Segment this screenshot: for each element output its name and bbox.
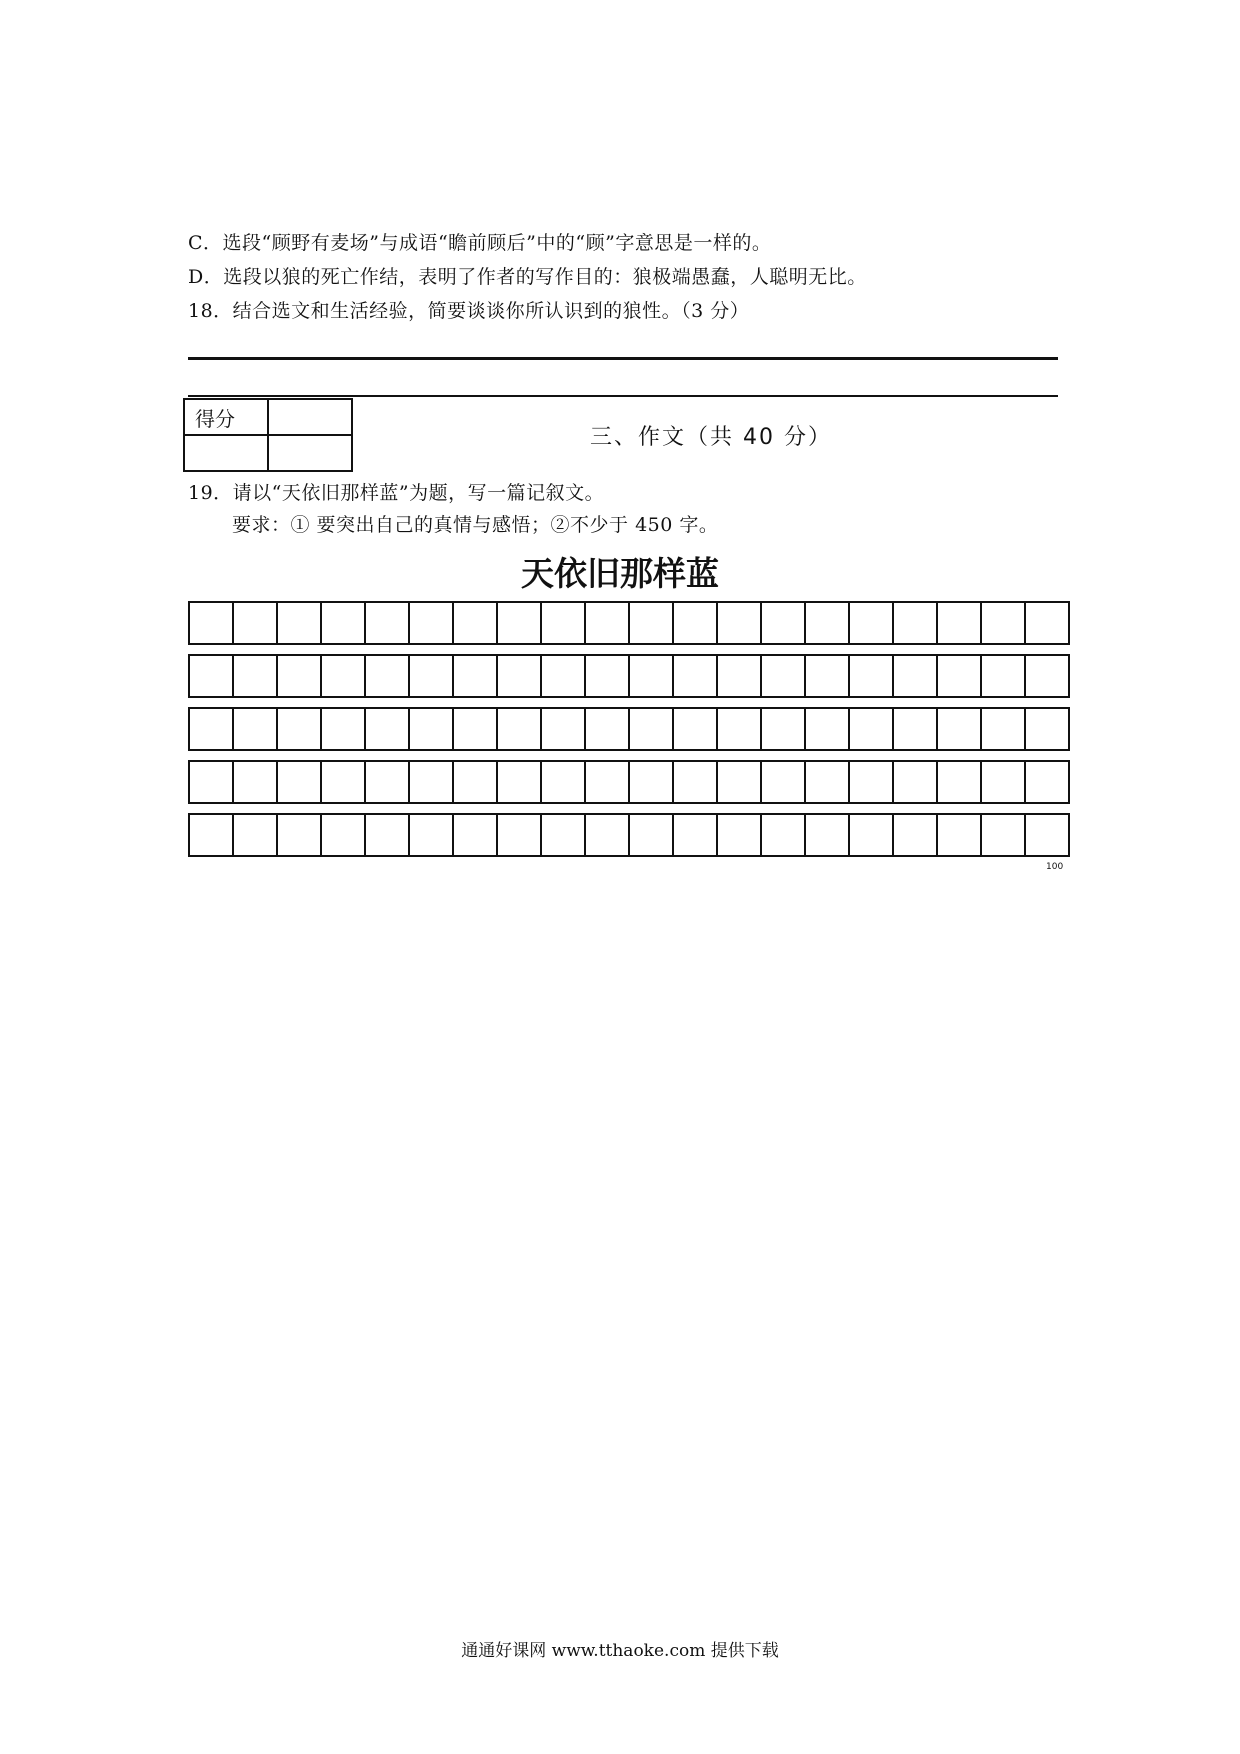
grid-cell[interactable] bbox=[850, 656, 894, 696]
grid-cell[interactable] bbox=[454, 709, 498, 749]
question-18: 18．结合选文和生活经验，简要谈谈你所认识到的狼性。（3 分） bbox=[188, 300, 750, 322]
grid-cell[interactable] bbox=[542, 603, 586, 643]
grid-cell[interactable] bbox=[674, 656, 718, 696]
grid-cell[interactable] bbox=[982, 656, 1026, 696]
grid-cell[interactable] bbox=[718, 709, 762, 749]
answer-line-2 bbox=[188, 395, 1058, 397]
grader-score-cell bbox=[268, 435, 352, 471]
grid-cell[interactable] bbox=[322, 709, 366, 749]
grid-cell[interactable] bbox=[806, 603, 850, 643]
grid-cell[interactable] bbox=[410, 709, 454, 749]
grid-cell[interactable] bbox=[982, 762, 1026, 802]
grid-cell[interactable] bbox=[454, 815, 498, 855]
grid-cell[interactable] bbox=[982, 603, 1026, 643]
grid-cell[interactable] bbox=[718, 656, 762, 696]
grid-cell[interactable] bbox=[982, 709, 1026, 749]
grid-cell[interactable] bbox=[498, 762, 542, 802]
grid-cell[interactable] bbox=[938, 603, 982, 643]
grid-cell[interactable] bbox=[190, 709, 234, 749]
grid-cell[interactable] bbox=[190, 815, 234, 855]
grid-cell[interactable] bbox=[410, 815, 454, 855]
grid-cell[interactable] bbox=[1026, 815, 1068, 855]
grid-cell[interactable] bbox=[674, 709, 718, 749]
grid-cell[interactable] bbox=[498, 603, 542, 643]
grid-cell[interactable] bbox=[630, 603, 674, 643]
grid-cell[interactable] bbox=[454, 762, 498, 802]
grid-cell[interactable] bbox=[894, 656, 938, 696]
grid-cell[interactable] bbox=[630, 709, 674, 749]
grid-cell[interactable] bbox=[762, 762, 806, 802]
grid-row bbox=[188, 601, 1070, 645]
section-title: 三、作文（共 40 分） bbox=[590, 425, 832, 450]
grid-cell[interactable] bbox=[1026, 656, 1068, 696]
grid-cell[interactable] bbox=[278, 603, 322, 643]
grid-cell[interactable] bbox=[322, 762, 366, 802]
grid-cell[interactable] bbox=[498, 815, 542, 855]
grid-cell[interactable] bbox=[542, 762, 586, 802]
option-c-line: C．选段“顾野有麦场”与成语“瞻前顾后”中的“顾”字意思是一样的。 bbox=[188, 232, 772, 254]
grid-cell[interactable] bbox=[234, 603, 278, 643]
grid-cell[interactable] bbox=[366, 815, 410, 855]
grader-cell bbox=[184, 435, 268, 471]
grid-cell[interactable] bbox=[1026, 709, 1068, 749]
grid-cell[interactable] bbox=[586, 709, 630, 749]
grid-cell[interactable] bbox=[278, 815, 322, 855]
grid-cell[interactable] bbox=[674, 815, 718, 855]
grid-cell[interactable] bbox=[762, 815, 806, 855]
question-19: 19．请以“天依旧那样蓝”为题，写一篇记叙文。 bbox=[188, 482, 605, 504]
grid-cell[interactable] bbox=[762, 709, 806, 749]
grid-cell[interactable] bbox=[718, 815, 762, 855]
grid-cell[interactable] bbox=[718, 762, 762, 802]
grid-cell[interactable] bbox=[1026, 762, 1068, 802]
grid-cell[interactable] bbox=[586, 762, 630, 802]
grid-cell[interactable] bbox=[762, 603, 806, 643]
grid-cell[interactable] bbox=[366, 656, 410, 696]
grid-cell[interactable] bbox=[894, 603, 938, 643]
grid-cell[interactable] bbox=[234, 815, 278, 855]
grid-cell[interactable] bbox=[234, 656, 278, 696]
option-d-line: D．选段以狼的死亡作结，表明了作者的写作目的：狼极端愚蠢，人聪明无比。 bbox=[188, 266, 867, 288]
grid-cell[interactable] bbox=[366, 603, 410, 643]
grid-cell[interactable] bbox=[850, 709, 894, 749]
grid-cell[interactable] bbox=[894, 762, 938, 802]
grid-cell[interactable] bbox=[234, 762, 278, 802]
grid-cell[interactable] bbox=[806, 656, 850, 696]
grid-cell[interactable] bbox=[454, 656, 498, 696]
essay-title: 天依旧那样蓝 bbox=[521, 554, 719, 593]
grid-cell[interactable] bbox=[322, 603, 366, 643]
grid-cell[interactable] bbox=[850, 815, 894, 855]
word-count-marker: 100 bbox=[1046, 862, 1064, 872]
grid-cell[interactable] bbox=[806, 709, 850, 749]
grid-cell[interactable] bbox=[410, 656, 454, 696]
footer-text: 通通好课网 www.tthaoke.com 提供下载 bbox=[461, 1641, 779, 1661]
grid-cell[interactable] bbox=[410, 603, 454, 643]
grid-cell[interactable] bbox=[586, 815, 630, 855]
grid-cell[interactable] bbox=[630, 656, 674, 696]
grid-cell[interactable] bbox=[190, 656, 234, 696]
grid-row bbox=[188, 654, 1070, 698]
grid-cell[interactable] bbox=[938, 656, 982, 696]
grid-cell[interactable] bbox=[850, 603, 894, 643]
grid-cell[interactable] bbox=[850, 762, 894, 802]
grid-cell[interactable] bbox=[190, 603, 234, 643]
grid-row bbox=[188, 707, 1070, 751]
grid-cell[interactable] bbox=[586, 656, 630, 696]
grid-cell[interactable] bbox=[366, 709, 410, 749]
grid-cell[interactable] bbox=[454, 603, 498, 643]
grid-cell[interactable] bbox=[542, 656, 586, 696]
grid-cell[interactable] bbox=[498, 656, 542, 696]
grid-cell[interactable] bbox=[498, 709, 542, 749]
grid-cell[interactable] bbox=[630, 762, 674, 802]
grid-cell[interactable] bbox=[938, 709, 982, 749]
grid-cell[interactable] bbox=[806, 815, 850, 855]
grid-cell[interactable] bbox=[674, 603, 718, 643]
grid-cell[interactable] bbox=[894, 709, 938, 749]
grid-cell[interactable] bbox=[938, 815, 982, 855]
grid-cell[interactable] bbox=[278, 762, 322, 802]
answer-line-1 bbox=[188, 357, 1058, 360]
grid-cell[interactable] bbox=[718, 603, 762, 643]
grid-cell[interactable] bbox=[982, 815, 1026, 855]
grid-cell[interactable] bbox=[542, 815, 586, 855]
grid-row bbox=[188, 813, 1070, 857]
grid-cell[interactable] bbox=[322, 815, 366, 855]
grid-cell[interactable] bbox=[278, 709, 322, 749]
grid-cell[interactable] bbox=[1026, 603, 1068, 643]
grid-cell[interactable] bbox=[278, 656, 322, 696]
grid-row bbox=[188, 760, 1070, 804]
grid-cell[interactable] bbox=[190, 762, 234, 802]
grid-cell[interactable] bbox=[410, 762, 454, 802]
grid-cell[interactable] bbox=[366, 762, 410, 802]
score-box bbox=[183, 398, 353, 472]
question-19-requirements: 要求：① 要突出自己的真情与感悟；②不少于 450 字。 bbox=[232, 514, 719, 536]
grid-cell[interactable] bbox=[674, 762, 718, 802]
grid-cell[interactable] bbox=[806, 762, 850, 802]
grid-cell[interactable] bbox=[586, 603, 630, 643]
grid-cell[interactable] bbox=[542, 709, 586, 749]
score-label: 得分 bbox=[184, 399, 268, 435]
grid-cell[interactable] bbox=[894, 815, 938, 855]
grid-cell[interactable] bbox=[322, 656, 366, 696]
grid-cell[interactable] bbox=[762, 656, 806, 696]
grid-cell[interactable] bbox=[630, 815, 674, 855]
grid-cell[interactable] bbox=[234, 709, 278, 749]
grid-cell[interactable] bbox=[938, 762, 982, 802]
score-cell bbox=[268, 399, 352, 435]
